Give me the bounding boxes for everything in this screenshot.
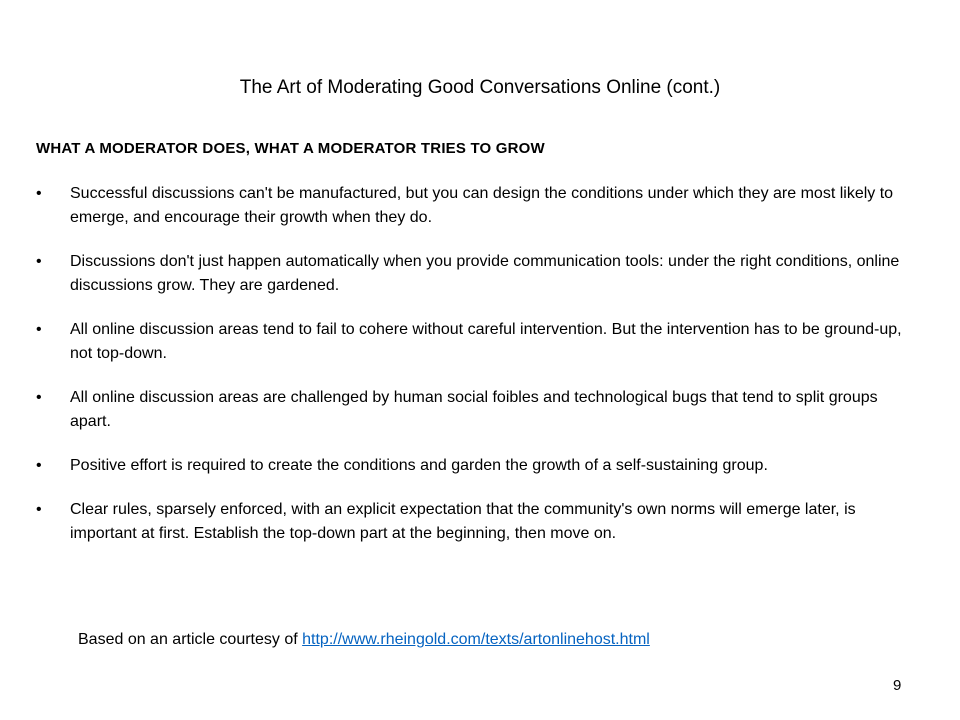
- footer-prefix: Based on an article courtesy of: [78, 631, 303, 648]
- page-number: 9: [893, 677, 902, 694]
- bullet-dot-icon: •: [36, 253, 42, 270]
- bullet-text-5: Positive effort is required to create the conditions and garden the growth of a self-sustaining group.: [70, 457, 768, 474]
- bullet-dot-icon: •: [36, 389, 42, 406]
- bullet-item-1: [36, 182, 920, 230]
- bullet-dot-icon: •: [36, 185, 42, 202]
- bullet-item-6: [36, 498, 920, 546]
- footer-citation: [78, 628, 650, 652]
- source-link[interactable]: http://www.rheingold.com/texts/artonlinehost.html: [302, 631, 650, 648]
- bullet-item-5: [36, 454, 920, 478]
- slide-title: The Art of Moderating Good Conversations Online (cont.): [239, 77, 721, 98]
- bullet-text-3: All online discussion areas tend to fail to cohere without careful intervention. But the intervention has to be ground-up, not top-down.: [70, 321, 902, 362]
- bullet-item-4: [36, 386, 920, 434]
- bullet-list: [36, 182, 920, 566]
- section-heading: WHAT A MODERATOR DOES, WHAT A MODERATOR TRIES TO GROW: [36, 140, 545, 157]
- bullet-dot-icon: •: [36, 321, 42, 338]
- bullet-text-6: Clear rules, sparsely enforced, with an explicit expectation that the community's own norms will emerge later, is important at first. Establish the top-down part at the beginning, then move on.: [70, 501, 856, 542]
- bullet-item-2: [36, 250, 920, 298]
- bullet-item-3: [36, 318, 920, 366]
- bullet-dot-icon: •: [36, 457, 42, 474]
- bullet-text-4: All online discussion areas are challenged by human social foibles and technological bugs that tend to split groups apart.: [70, 389, 878, 430]
- bullet-text-2: Discussions don't just happen automatically when you provide communication tools: under the right conditions, online discussions grow. They are gardened.: [70, 253, 900, 294]
- bullet-text-1: Successful discussions can't be manufactured, but you can design the conditions under which they are most likely to emerge, and encourage their growth when they do.: [70, 185, 894, 226]
- bullet-dot-icon: •: [36, 501, 42, 518]
